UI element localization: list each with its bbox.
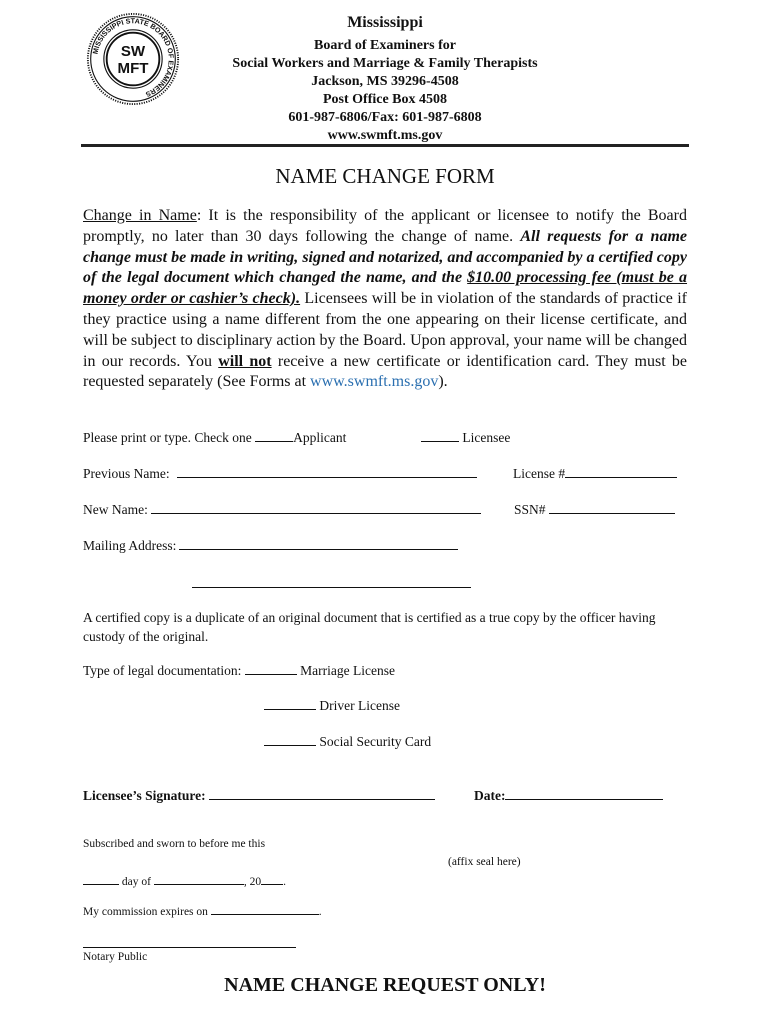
intro-paragraph xyxy=(83,206,687,393)
ssn-label: SSN# xyxy=(514,502,546,517)
intro-text: : It is the responsibility of the applicant or licensee to notify the Board promptly, no later than 30 days following the change of name. xyxy=(83,207,687,245)
intro-will-not: will not xyxy=(218,352,272,370)
social-security-row xyxy=(264,734,431,750)
licensee-check-blank[interactable] xyxy=(421,430,459,442)
year-field[interactable] xyxy=(261,873,283,885)
header-line: 601-987-6806/Fax: 601-987-6808 xyxy=(288,110,482,125)
license-number-field[interactable] xyxy=(565,466,677,478)
new-name-field[interactable] xyxy=(151,502,481,514)
footer-notice: NAME CHANGE REQUEST ONLY! xyxy=(224,974,546,996)
applicant-label: Applicant xyxy=(293,430,347,445)
commission-row: My commission expires on . xyxy=(83,903,322,918)
license-number-label: License # xyxy=(513,466,566,481)
social-security-blank[interactable] xyxy=(264,734,316,746)
notary-signature-field[interactable] xyxy=(83,936,296,948)
check-prompt: Please print or type. Check one xyxy=(83,430,252,445)
year-prefix: , 20 xyxy=(243,876,262,888)
licensee-label: Licensee xyxy=(462,430,511,445)
day-of-label: day of xyxy=(121,876,151,888)
licensee-check xyxy=(421,430,510,446)
day-field[interactable] xyxy=(83,873,119,885)
new-name-row xyxy=(83,502,481,518)
driver-license-blank[interactable] xyxy=(264,698,316,710)
header-divider xyxy=(81,144,689,147)
form-title: NAME CHANGE FORM xyxy=(275,164,495,188)
intro-fee: $10.00 processing fee (must be a money order or cashier’s check). xyxy=(83,269,688,308)
day-of-row xyxy=(83,873,286,888)
affix-seal-text: (affix seal here) xyxy=(448,856,521,868)
mailing-address-label: Mailing Address: xyxy=(83,538,177,553)
svg-text:MISSISSIPPI STATE BOARD OF EXA: MISSISSIPPI STATE BOARD OF EXAMINERS xyxy=(91,17,175,99)
notary-public-label: Notary Public xyxy=(83,951,148,963)
applicant-check-blank[interactable] xyxy=(255,430,293,442)
doc-type-row xyxy=(83,663,395,679)
month-field[interactable] xyxy=(154,873,244,885)
svg-text:MFT: MFT xyxy=(117,60,149,78)
header-line: Post Office Box 4508 xyxy=(322,92,448,107)
intro-text: Licensees will be in violation of the standards of practice if they practice using a name different from the one appearing on their license certificate, and will be subject to disciplinary action by the Board. Upon approval, your name will be changed in our records. You xyxy=(83,290,687,370)
header-state: Mississippi xyxy=(347,14,423,31)
date-label: Date: xyxy=(474,788,506,803)
header-line: Social Workers and Marriage & Family Therapists xyxy=(232,56,538,71)
previous-name-field[interactable] xyxy=(177,466,477,478)
ssn-row xyxy=(514,502,675,518)
commission-label: My commission expires on xyxy=(83,906,208,918)
ssn-field[interactable] xyxy=(549,502,675,514)
previous-name-row xyxy=(83,466,477,482)
new-name-label: New Name: xyxy=(83,502,148,517)
intro-text: ). xyxy=(438,373,448,391)
commission-field[interactable] xyxy=(211,903,319,915)
mailing-address-row xyxy=(83,538,458,554)
svg-text:SW: SW xyxy=(120,43,146,61)
driver-license-label: Driver License xyxy=(319,698,400,713)
doc-type-label: Type of legal documentation: xyxy=(83,663,242,678)
header-org-block xyxy=(0,37,770,145)
previous-name-label: Previous Name: xyxy=(83,466,170,481)
header-line: Board of Examiners for xyxy=(314,38,456,53)
header-website: www.swmft.ms.gov xyxy=(327,128,443,143)
year-suffix: . xyxy=(283,876,286,888)
marriage-license-blank[interactable] xyxy=(245,663,297,675)
header-line: Jackson, MS 39296-4508 xyxy=(311,74,459,89)
intro-lead: Change in Name xyxy=(83,207,197,224)
forms-link[interactable]: www.swmft.ms.gov xyxy=(310,373,439,391)
date-row xyxy=(474,788,663,804)
mailing-address-field-2[interactable] xyxy=(192,576,471,588)
social-security-label: Social Security Card xyxy=(319,734,432,749)
signature-label: Licensee’s Signature: xyxy=(83,788,206,803)
date-field[interactable] xyxy=(505,788,663,800)
intro-requirements: All requests for a name change must be made in writing, signed and notarized, and accompanied by a certified copy of the legal document which changed the name, and the xyxy=(83,227,687,287)
signature-row xyxy=(83,788,435,804)
mailing-address-field-1[interactable] xyxy=(179,538,458,550)
intro-text: receive a new certificate or identification card. They must be requested separately (See Forms at xyxy=(83,352,687,391)
marriage-license-label: Marriage License xyxy=(300,663,395,678)
license-number-row xyxy=(513,466,677,482)
check-one-row xyxy=(83,430,346,446)
signature-field[interactable] xyxy=(209,788,435,800)
sworn-text: Subscribed and sworn to before me this xyxy=(83,838,266,850)
driver-license-row xyxy=(264,698,400,714)
certified-copy-note: A certified copy is a duplicate of an original document that is certified as a true copy by the officer having custody of the original. xyxy=(83,610,656,644)
